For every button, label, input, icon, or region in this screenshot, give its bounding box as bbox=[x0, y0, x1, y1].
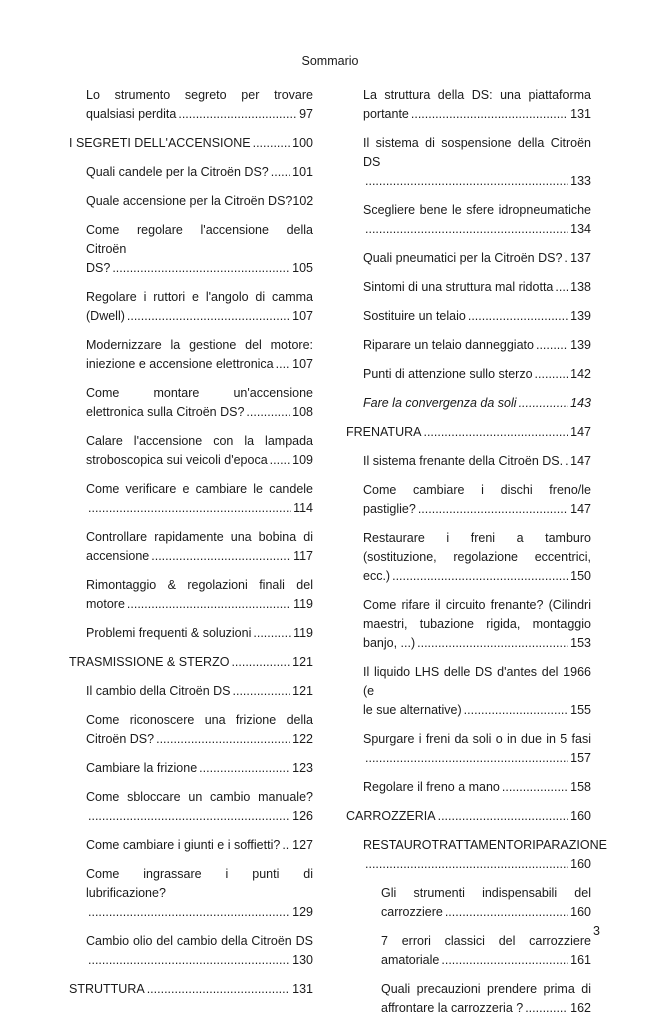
toc-entry-title: I SEGRETI DELL'ACCENSIONE bbox=[69, 136, 251, 150]
toc-entry-title: Cambiare la frizione bbox=[86, 761, 198, 775]
toc-entry-title: Quali candele per la Citroën DS? bbox=[86, 165, 269, 179]
toc-entry[interactable] bbox=[363, 86, 591, 124]
dot-leader bbox=[199, 759, 290, 778]
toc-page-number: 161 bbox=[570, 953, 591, 967]
dot-leader bbox=[233, 682, 291, 701]
toc-page-number: 122 bbox=[292, 732, 313, 746]
dot-leader bbox=[535, 365, 569, 384]
toc-entry-title: Il sistema frenante della Citroën DS. bbox=[363, 454, 564, 468]
toc-entry-text: Calare l'accensione con la lampada bbox=[86, 434, 313, 448]
toc-entry-title: Sostituire un telaio bbox=[363, 309, 466, 323]
toc-page-number: 114 bbox=[293, 501, 313, 515]
toc-page-number: 138 bbox=[570, 280, 591, 294]
toc-page-number: 121 bbox=[292, 684, 313, 698]
toc-entry[interactable] bbox=[363, 365, 591, 384]
toc-page-number: 131 bbox=[570, 107, 591, 121]
toc-entry[interactable] bbox=[363, 134, 591, 191]
toc-page-number: 147 bbox=[570, 454, 591, 468]
toc-entry-text: La struttura della DS: una piattaforma bbox=[363, 88, 591, 102]
toc-entry-text: Come montare un'accensione bbox=[86, 386, 313, 400]
toc-page-number: 143 bbox=[570, 396, 591, 410]
dot-leader bbox=[441, 951, 568, 970]
dot-leader bbox=[282, 836, 290, 855]
toc-entry-text: Restaurare i freni a tamburo bbox=[363, 531, 591, 545]
toc-entry[interactable] bbox=[363, 336, 591, 355]
toc-entry[interactable] bbox=[363, 730, 591, 768]
dot-leader bbox=[88, 903, 290, 922]
toc-page-number: 121 bbox=[292, 655, 313, 669]
toc-section-entry[interactable] bbox=[69, 653, 313, 672]
toc-page-number: 129 bbox=[292, 905, 313, 919]
toc-entry[interactable] bbox=[86, 932, 313, 970]
toc-entry-title: accensione bbox=[86, 549, 150, 563]
dot-leader bbox=[270, 451, 290, 470]
toc-entry-title: DS? bbox=[86, 261, 111, 275]
toc-entry-title: pastiglie? bbox=[363, 502, 416, 516]
dot-leader bbox=[536, 336, 568, 355]
dot-leader bbox=[502, 778, 568, 797]
toc-entry-title: Il cambio della Citroën DS bbox=[86, 684, 231, 698]
dot-leader bbox=[271, 163, 290, 182]
toc-column-left bbox=[69, 86, 313, 1009]
toc-page-number: 153 bbox=[570, 636, 591, 650]
toc-page-number: 101 bbox=[292, 165, 313, 179]
toc-entry-title: CARROZZERIA bbox=[346, 809, 436, 823]
toc-entry-title: Riparare un telaio danneggiato bbox=[363, 338, 534, 352]
toc-entry[interactable] bbox=[86, 336, 313, 374]
dot-leader bbox=[423, 423, 568, 442]
toc-section-entry[interactable] bbox=[69, 134, 313, 153]
toc-section-entry[interactable] bbox=[69, 980, 313, 999]
toc-entry-title: motore bbox=[86, 597, 125, 611]
toc-entry[interactable] bbox=[363, 596, 591, 653]
toc-page-number: 119 bbox=[293, 597, 313, 611]
dot-leader bbox=[88, 499, 291, 518]
dot-leader bbox=[365, 749, 568, 768]
page-header: Sommario bbox=[301, 54, 359, 68]
toc-entry[interactable] bbox=[363, 249, 591, 268]
toc-page-number: 155 bbox=[570, 703, 591, 717]
toc-entry-title: Sintomi di una struttura mal ridotta bbox=[363, 280, 554, 294]
toc-entry-text: Gli strumenti indispensabili del bbox=[381, 886, 591, 900]
toc-page-number: 97 bbox=[299, 107, 313, 121]
toc-page-number: 157 bbox=[570, 751, 591, 765]
toc-page-number: 102 bbox=[292, 194, 314, 208]
dot-leader bbox=[127, 595, 291, 614]
toc-page-number: 131 bbox=[292, 982, 313, 996]
toc-entry[interactable] bbox=[86, 163, 313, 182]
toc-page-number: 137 bbox=[570, 251, 591, 265]
toc-entry[interactable] bbox=[86, 576, 313, 614]
toc-entry-text: Come ingrassare i punti di lubrificazione? bbox=[86, 867, 313, 900]
toc-entry-text: Come sbloccare un cambio manuale? bbox=[86, 790, 313, 804]
toc-page-number: 127 bbox=[292, 838, 313, 852]
toc-entry-title: elettronica sulla Citroën DS? bbox=[86, 405, 245, 419]
toc-column-right bbox=[346, 86, 607, 1028]
toc-entry[interactable] bbox=[86, 624, 313, 643]
toc-entry-text: Come cambiare i dischi freno/le bbox=[363, 483, 591, 497]
toc-entry[interactable] bbox=[363, 481, 591, 519]
toc-page-number: 107 bbox=[292, 357, 313, 371]
dot-leader bbox=[127, 307, 290, 326]
toc-page-number: 142 bbox=[570, 367, 591, 381]
toc-entry[interactable] bbox=[363, 452, 591, 471]
toc-entry[interactable] bbox=[363, 201, 591, 239]
toc-page-number: 109 bbox=[292, 453, 313, 467]
toc-entry-title: Citroën DS? bbox=[86, 732, 155, 746]
dot-leader bbox=[365, 855, 568, 874]
toc-page-number: 147 bbox=[570, 425, 591, 439]
toc-entry-text: Il sistema di sospensione della Citroën DS bbox=[363, 136, 591, 169]
dot-leader bbox=[88, 807, 290, 826]
dot-leader bbox=[156, 730, 290, 749]
dot-leader bbox=[231, 653, 290, 672]
toc-entry-text: Rimontaggio & regolazioni finali del bbox=[86, 578, 313, 592]
toc-entry-title: stroboscopica sui veicoli d'epoca bbox=[86, 453, 268, 467]
toc-page-number: 100 bbox=[292, 136, 313, 150]
toc-entry-title: Punti di attenzione sullo sterzo bbox=[363, 367, 533, 381]
toc-entry-title: FRENATURA bbox=[346, 425, 422, 439]
toc-entry-title: Fare la convergenza da soli bbox=[363, 396, 517, 410]
toc-page-number: 108 bbox=[292, 405, 313, 419]
dot-leader bbox=[88, 951, 290, 970]
toc-entry-text: Come verificare e cambiare le candele bbox=[86, 482, 313, 496]
toc-page-number: 133 bbox=[570, 174, 591, 188]
toc-entry-title: banjo, ...) bbox=[363, 636, 416, 650]
dot-leader bbox=[464, 701, 568, 720]
toc-entry[interactable] bbox=[86, 711, 313, 749]
toc-entry-text: Il liquido LHS delle DS d'antes del 1966 (e bbox=[363, 665, 591, 698]
toc-page-number: 147 bbox=[570, 502, 591, 516]
toc-entry[interactable] bbox=[381, 980, 591, 1018]
dot-leader bbox=[565, 452, 568, 471]
toc-entry[interactable] bbox=[363, 307, 591, 326]
toc-entry-title: TRASMISSIONE & STERZO bbox=[69, 655, 230, 669]
toc-entry-title: Come cambiare i giunti e i soffietti? bbox=[86, 838, 281, 852]
toc-entry-text: Come regolare l'accensione della Citroën bbox=[86, 223, 313, 256]
dot-leader bbox=[365, 172, 568, 191]
toc-entry[interactable] bbox=[86, 682, 313, 701]
toc-entry-title: qualsiasi perdita bbox=[86, 107, 177, 121]
toc-entry-title: le sue alternative) bbox=[363, 703, 462, 717]
toc-entry-title: iniezione e accensione elettronica bbox=[86, 357, 274, 371]
toc-entry-text: 7 errori classici del carrozziere bbox=[381, 934, 591, 948]
toc-entry[interactable] bbox=[86, 384, 313, 422]
toc-entry[interactable] bbox=[86, 480, 313, 518]
toc-entry[interactable] bbox=[363, 278, 591, 297]
toc-page-number: 158 bbox=[570, 780, 591, 794]
dot-leader bbox=[365, 220, 568, 239]
toc-entry-title: Regolare il freno a mano bbox=[363, 780, 500, 794]
toc-section-entry[interactable] bbox=[346, 807, 591, 826]
dot-leader bbox=[564, 249, 568, 268]
dot-leader bbox=[178, 105, 297, 124]
toc-page-number: 105 bbox=[292, 261, 313, 275]
toc-page-number: 139 bbox=[570, 338, 591, 352]
dot-leader bbox=[417, 634, 568, 653]
toc-entry[interactable] bbox=[86, 836, 313, 855]
toc-entry[interactable] bbox=[86, 788, 313, 826]
toc-page-number: 117 bbox=[293, 549, 313, 563]
toc-page-number: 139 bbox=[570, 309, 591, 323]
toc-entry[interactable] bbox=[86, 86, 313, 124]
dot-leader bbox=[253, 134, 291, 153]
toc-entry-title: portante bbox=[363, 107, 409, 121]
dot-leader bbox=[468, 307, 568, 326]
toc-page-number: 150 bbox=[570, 569, 591, 583]
dot-leader bbox=[445, 903, 568, 922]
toc-entry-text: Modernizzare la gestione del motore: bbox=[86, 338, 313, 352]
dot-leader bbox=[253, 624, 291, 643]
dot-leader bbox=[276, 355, 291, 374]
toc-page-number: 107 bbox=[292, 309, 313, 323]
toc-entry[interactable] bbox=[86, 528, 313, 566]
toc-entry-text: Spurgare i freni da soli o in due in 5 fasi bbox=[363, 732, 591, 746]
toc-page-number: 160 bbox=[570, 809, 591, 823]
toc-entry-text: maestri, tubazione rigida, montaggio bbox=[363, 617, 591, 631]
toc-page-number: 123 bbox=[292, 761, 313, 775]
toc-entry-title: affrontare la carrozzeria ? bbox=[381, 1001, 524, 1015]
dot-leader bbox=[555, 278, 568, 297]
toc-entry-text: (sostituzione, regolazione eccentrici, bbox=[363, 550, 591, 564]
toc-section-entry[interactable] bbox=[346, 423, 591, 442]
toc-entry-title: Quale accensione per la Citroën DS? bbox=[86, 194, 293, 208]
toc-entry-text: Come riconoscere una frizione della bbox=[86, 713, 313, 727]
toc-entry-text: RESTAUROTRATTAMENTORIPARAZIONE bbox=[363, 838, 607, 852]
toc-entry-text: Come rifare il circuito frenante? (Cilindri bbox=[363, 598, 591, 612]
toc-entry-title: amatoriale bbox=[381, 953, 440, 967]
toc-entry[interactable] bbox=[363, 663, 591, 720]
toc-entry[interactable] bbox=[381, 932, 591, 970]
dot-leader bbox=[438, 807, 569, 826]
dot-leader bbox=[519, 394, 569, 413]
toc-entry[interactable] bbox=[86, 221, 313, 278]
toc-entry-text: Cambio olio del cambio della Citroën DS bbox=[86, 934, 313, 948]
toc-entry-text: Lo strumento segreto per trovare bbox=[86, 88, 313, 102]
dot-leader bbox=[392, 567, 568, 586]
toc-page-number: 134 bbox=[570, 222, 591, 236]
dot-leader bbox=[525, 999, 568, 1018]
toc-entry[interactable] bbox=[86, 192, 313, 211]
toc-entry[interactable] bbox=[381, 884, 591, 922]
toc-entry-title: (Dwell) bbox=[86, 309, 125, 323]
toc-page-number: 162 bbox=[570, 1001, 591, 1015]
dot-leader bbox=[151, 547, 291, 566]
dot-leader bbox=[418, 500, 568, 519]
dot-leader bbox=[147, 980, 290, 999]
page-number: 3 bbox=[593, 924, 600, 938]
toc-entry[interactable] bbox=[86, 759, 313, 778]
toc-entry[interactable] bbox=[363, 394, 591, 413]
toc-entry[interactable] bbox=[363, 836, 607, 874]
toc-page-number: 130 bbox=[292, 953, 313, 967]
toc-entry-text: Quali precauzioni prendere prima di bbox=[381, 982, 591, 996]
toc-page-number: 160 bbox=[570, 905, 591, 919]
toc-entry-text: Controllare rapidamente una bobina di bbox=[86, 530, 313, 544]
toc-entry-title: carrozziere bbox=[381, 905, 443, 919]
toc-entry[interactable] bbox=[86, 865, 313, 922]
toc-entry-title: STRUTTURA bbox=[69, 982, 145, 996]
toc-entry[interactable] bbox=[363, 778, 591, 797]
toc-entry-title: Problemi frequenti & soluzioni bbox=[86, 626, 252, 640]
dot-leader bbox=[411, 105, 568, 124]
toc-page-number: 126 bbox=[292, 809, 313, 823]
toc-entry-text: Scegliere bene le sfere idropneumatiche bbox=[363, 203, 591, 217]
toc-entry[interactable] bbox=[86, 432, 313, 470]
toc-page-number: 160 bbox=[570, 857, 591, 871]
toc-entry-text: Regolare i ruttori e l'angolo di camma bbox=[86, 290, 313, 304]
toc-page-number: 119 bbox=[293, 626, 313, 640]
toc-entry-title: Quali pneumatici per la Citroën DS? bbox=[363, 251, 563, 265]
dot-leader bbox=[246, 403, 290, 422]
toc-entry-title: ecc.) bbox=[363, 569, 391, 583]
dot-leader bbox=[112, 259, 290, 278]
toc-entry[interactable] bbox=[86, 288, 313, 326]
toc-entry[interactable] bbox=[363, 529, 591, 586]
